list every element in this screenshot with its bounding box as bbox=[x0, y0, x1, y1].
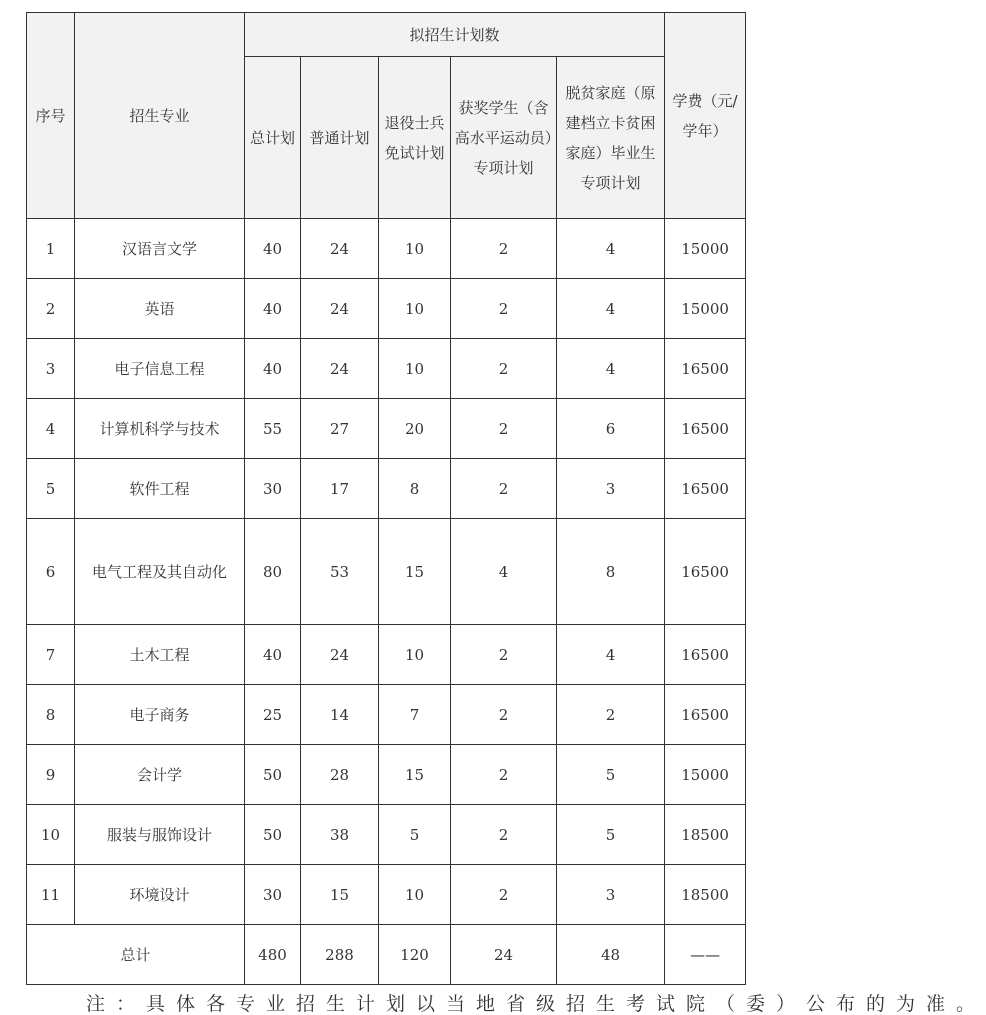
cell-tuition: 15000 bbox=[665, 219, 746, 279]
cell-major: 服装与服饰设计 bbox=[75, 805, 245, 865]
table-row bbox=[27, 625, 746, 685]
cell-veteran: 10 bbox=[379, 279, 451, 339]
totals-regular: 288 bbox=[301, 925, 379, 985]
cell-major: 电气工程及其自动化 bbox=[75, 519, 245, 625]
cell-award: 2 bbox=[451, 459, 557, 519]
header-major: 招生专业 bbox=[75, 13, 245, 219]
cell-award: 2 bbox=[451, 279, 557, 339]
cell-total: 30 bbox=[245, 459, 301, 519]
cell-veteran: 5 bbox=[379, 805, 451, 865]
cell-tuition: 16500 bbox=[665, 459, 746, 519]
cell-tuition: 18500 bbox=[665, 865, 746, 925]
totals-poverty: 48 bbox=[557, 925, 665, 985]
cell-poverty: 4 bbox=[557, 339, 665, 399]
cell-seq: 2 bbox=[27, 279, 75, 339]
totals-label: 总计 bbox=[27, 925, 245, 985]
cell-regular: 15 bbox=[301, 865, 379, 925]
table-row bbox=[27, 745, 746, 805]
header-award-plan: 获奖学生（含高水平运动员）专项计划 bbox=[451, 57, 557, 219]
table-row bbox=[27, 219, 746, 279]
cell-award: 2 bbox=[451, 805, 557, 865]
header-row-top bbox=[27, 13, 746, 57]
header-seq: 序号 bbox=[27, 13, 75, 219]
cell-major: 土木工程 bbox=[75, 625, 245, 685]
header-plan-group: 拟招生计划数 bbox=[245, 13, 665, 57]
cell-seq: 8 bbox=[27, 685, 75, 745]
cell-veteran: 15 bbox=[379, 745, 451, 805]
cell-major: 英语 bbox=[75, 279, 245, 339]
cell-poverty: 4 bbox=[557, 279, 665, 339]
cell-major: 会计学 bbox=[75, 745, 245, 805]
table-row bbox=[27, 459, 746, 519]
cell-major: 电子商务 bbox=[75, 685, 245, 745]
totals-total: 480 bbox=[245, 925, 301, 985]
cell-award: 2 bbox=[451, 339, 557, 399]
cell-total: 40 bbox=[245, 339, 301, 399]
cell-seq: 10 bbox=[27, 805, 75, 865]
cell-seq: 7 bbox=[27, 625, 75, 685]
cell-regular: 38 bbox=[301, 805, 379, 865]
cell-seq: 6 bbox=[27, 519, 75, 625]
cell-veteran: 10 bbox=[379, 865, 451, 925]
footnote-area bbox=[0, 991, 986, 1015]
cell-poverty: 3 bbox=[557, 459, 665, 519]
cell-total: 30 bbox=[245, 865, 301, 925]
cell-tuition: 16500 bbox=[665, 399, 746, 459]
table-row bbox=[27, 865, 746, 925]
cell-major: 环境设计 bbox=[75, 865, 245, 925]
cell-veteran: 20 bbox=[379, 399, 451, 459]
cell-tuition: 15000 bbox=[665, 279, 746, 339]
cell-veteran: 10 bbox=[379, 339, 451, 399]
header-poverty-plan: 脱贫家庭（原建档立卡贫困家庭）毕业生专项计划 bbox=[557, 57, 665, 219]
cell-regular: 24 bbox=[301, 339, 379, 399]
totals-row bbox=[27, 925, 746, 985]
cell-regular: 27 bbox=[301, 399, 379, 459]
cell-veteran: 10 bbox=[379, 219, 451, 279]
cell-regular: 28 bbox=[301, 745, 379, 805]
cell-seq: 1 bbox=[27, 219, 75, 279]
cell-total: 55 bbox=[245, 399, 301, 459]
cell-tuition: 16500 bbox=[665, 339, 746, 399]
table-row bbox=[27, 339, 746, 399]
cell-poverty: 2 bbox=[557, 685, 665, 745]
cell-total: 40 bbox=[245, 625, 301, 685]
cell-poverty: 5 bbox=[557, 745, 665, 805]
cell-tuition: 16500 bbox=[665, 519, 746, 625]
cell-award: 2 bbox=[451, 625, 557, 685]
cell-major: 电子信息工程 bbox=[75, 339, 245, 399]
cell-regular: 14 bbox=[301, 685, 379, 745]
cell-total: 50 bbox=[245, 745, 301, 805]
cell-regular: 53 bbox=[301, 519, 379, 625]
table-row bbox=[27, 805, 746, 865]
totals-award: 24 bbox=[451, 925, 557, 985]
cell-regular: 24 bbox=[301, 219, 379, 279]
cell-seq: 11 bbox=[27, 865, 75, 925]
cell-tuition: 18500 bbox=[665, 805, 746, 865]
header-regular-plan: 普通计划 bbox=[301, 57, 379, 219]
cell-veteran: 15 bbox=[379, 519, 451, 625]
table-row bbox=[27, 685, 746, 745]
cell-award: 2 bbox=[451, 219, 557, 279]
cell-veteran: 8 bbox=[379, 459, 451, 519]
cell-seq: 9 bbox=[27, 745, 75, 805]
cell-regular: 17 bbox=[301, 459, 379, 519]
cell-major: 软件工程 bbox=[75, 459, 245, 519]
cell-award: 2 bbox=[451, 399, 557, 459]
cell-regular: 24 bbox=[301, 279, 379, 339]
cell-veteran: 10 bbox=[379, 625, 451, 685]
totals-tuition: —— bbox=[665, 925, 746, 985]
cell-total: 40 bbox=[245, 219, 301, 279]
cell-seq: 4 bbox=[27, 399, 75, 459]
enrollment-plan-table bbox=[26, 12, 746, 985]
cell-poverty: 6 bbox=[557, 399, 665, 459]
cell-regular: 24 bbox=[301, 625, 379, 685]
cell-tuition: 16500 bbox=[665, 625, 746, 685]
cell-total: 80 bbox=[245, 519, 301, 625]
cell-seq: 5 bbox=[27, 459, 75, 519]
header-veteran-plan: 退役士兵免试计划 bbox=[379, 57, 451, 219]
cell-award: 2 bbox=[451, 745, 557, 805]
cell-poverty: 5 bbox=[557, 805, 665, 865]
cell-poverty: 4 bbox=[557, 625, 665, 685]
cell-poverty: 4 bbox=[557, 219, 665, 279]
table-row bbox=[27, 519, 746, 625]
cell-veteran: 7 bbox=[379, 685, 451, 745]
cell-total: 40 bbox=[245, 279, 301, 339]
cell-poverty: 8 bbox=[557, 519, 665, 625]
header-total-plan: 总计划 bbox=[245, 57, 301, 219]
footnote-text: 注：具体各专业招生计划以当地省级招生考试院（委）公布的为准。 bbox=[86, 993, 986, 1015]
cell-total: 50 bbox=[245, 805, 301, 865]
cell-seq: 3 bbox=[27, 339, 75, 399]
cell-award: 2 bbox=[451, 865, 557, 925]
cell-major: 汉语言文学 bbox=[75, 219, 245, 279]
cell-tuition: 16500 bbox=[665, 685, 746, 745]
table-row bbox=[27, 399, 746, 459]
cell-poverty: 3 bbox=[557, 865, 665, 925]
table-row bbox=[27, 279, 746, 339]
cell-major: 计算机科学与技术 bbox=[75, 399, 245, 459]
totals-veteran: 120 bbox=[379, 925, 451, 985]
cell-award: 2 bbox=[451, 685, 557, 745]
cell-total: 25 bbox=[245, 685, 301, 745]
cell-tuition: 15000 bbox=[665, 745, 746, 805]
header-tuition: 学费（元/学年） bbox=[665, 13, 746, 219]
cell-award: 4 bbox=[451, 519, 557, 625]
